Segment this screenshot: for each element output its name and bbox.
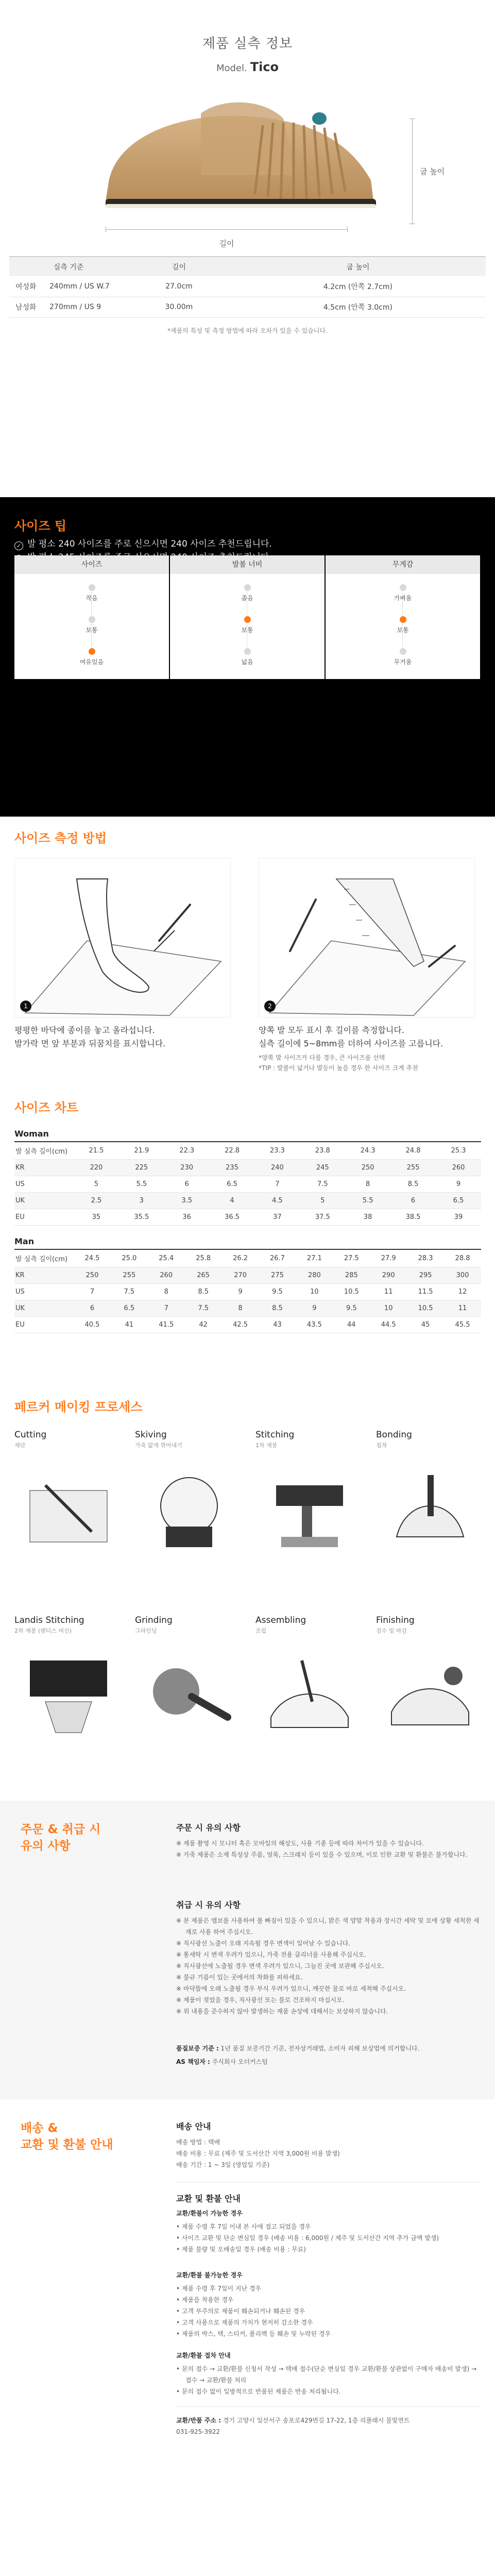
size-cell: 23.8 <box>300 1143 345 1159</box>
list-item: • 제품을 착용한 경우 <box>176 2296 234 2303</box>
size-cell: 35.5 <box>119 1209 164 1225</box>
size-cell: 43 <box>259 1316 296 1333</box>
gender-cell: 여성화 <box>9 276 45 297</box>
size-cell: 5.5 <box>119 1176 164 1192</box>
size-cell: 42.5 <box>222 1316 259 1333</box>
size-cell: 250 <box>345 1159 390 1176</box>
size-cell: 250 <box>74 1267 111 1283</box>
process-step-image <box>135 1454 243 1555</box>
tip-option <box>14 584 169 602</box>
height-dimension-line <box>412 118 413 224</box>
size-cell: 4.5 <box>255 1192 300 1209</box>
row-label: UK <box>14 1300 74 1316</box>
size-cell: 41 <box>111 1316 148 1333</box>
size-cell: 240 <box>255 1159 300 1176</box>
list-item: ※ 가죽 제품은 소재 특성상 주름, 얼룩, 스크래치 등이 있을 수 있으며, 이로 인한 교환 및 환불은 불가합니다. <box>176 1851 468 1858</box>
size-cell: 21.5 <box>74 1143 119 1159</box>
process-step <box>255 1615 369 1740</box>
size-cell: 255 <box>111 1267 148 1283</box>
table-row <box>14 1159 481 1176</box>
delivery-title: 배송 & 교환 및 환불 안내 <box>21 2122 113 2151</box>
divider <box>14 1141 481 1142</box>
refund-title: 교환 및 환불 안내 <box>176 2194 241 2204</box>
size-cell: 38.5 <box>390 1209 436 1225</box>
size-cell: 240mm / US W.7 <box>45 276 128 297</box>
table-row <box>14 1192 481 1209</box>
care-section <box>0 1801 495 2099</box>
size-cell: 8.5 <box>390 1176 436 1192</box>
size-cell: 5 <box>74 1176 119 1192</box>
tip-option <box>14 648 169 666</box>
size-tip-title: 사이즈 팁 <box>14 519 67 533</box>
process-step-name: Stitching <box>255 1430 295 1440</box>
measure-table <box>9 256 486 318</box>
process-step-korean: 가죽 얇게 깎아내기 <box>135 1442 183 1449</box>
row-label: EU <box>14 1209 74 1225</box>
list-item: ※ 위 내용을 준수하지 않아 발생하는 제품 손상에 대해서는 보상하지 않습니다. <box>176 2008 388 2015</box>
tip-column-header: 사이즈 <box>14 555 169 574</box>
handling-notice-title: 취급 시 유의 사항 <box>176 1900 241 1910</box>
size-cell: 10 <box>370 1300 407 1316</box>
size-cell: 44.5 <box>370 1316 407 1333</box>
size-cell: 290 <box>370 1267 407 1283</box>
tip-option-label: 무거움 <box>394 658 412 666</box>
gender-cell: 남성화 <box>9 297 45 317</box>
size-cell: 37 <box>255 1209 300 1225</box>
list-item: • 제품 수령 후 7일 이내 본 사에 접고 되었을 경우 <box>176 2223 311 2230</box>
size-cell: 260 <box>436 1159 481 1176</box>
process-step-image <box>255 1454 364 1555</box>
list-item: • 문의 접수 → 교환/환불 신청서 작성 → 택배 접수(단순 변심일 경우 교환/환불 상관없이 구매자 배송비 발생) → 접수 → 교환/환불 처리 <box>176 2365 477 2384</box>
list-item: ※ 제품이 젖었을 경우, 직사광선 또는 불로 건조하지 마십시오. <box>176 1996 345 2004</box>
table-row <box>14 1143 481 1159</box>
size-cell: 7.5 <box>185 1300 222 1316</box>
method-image-1 <box>14 858 231 1018</box>
process-step <box>14 1430 128 1555</box>
size-cell: 270 <box>222 1267 259 1283</box>
size-cell: 10.5 <box>407 1300 444 1316</box>
size-cell: 9.5 <box>259 1283 296 1300</box>
divider <box>14 1249 481 1250</box>
size-cell: 22.3 <box>164 1143 210 1159</box>
measure-table-header: 굽 높이 <box>230 257 486 276</box>
tip-line: ✓ 발 평소 240 사이즈를 주로 신으시면 240 사이즈 추천드립니다. <box>14 536 272 550</box>
size-cell: 37.5 <box>300 1209 345 1225</box>
model-name: Tico <box>250 60 279 74</box>
table-row <box>14 1250 481 1267</box>
measure-title: 제품 실측 정보 <box>202 36 293 52</box>
check-icon: ✓ <box>14 541 23 550</box>
list-item: • 고객 사용으로 제품의 가치가 현저히 감소한 경우 <box>176 2319 313 2326</box>
measure-note: *제품의 특성 및 측정 방법에 따라 오차가 있을 수 있습니다. <box>167 327 328 334</box>
size-cell: 41.5 <box>148 1316 185 1333</box>
size-cell: 25.4 <box>148 1250 185 1267</box>
refund-possible-list <box>176 2221 480 2255</box>
size-cell: 7.5 <box>111 1283 148 1300</box>
table-row <box>14 1316 481 1333</box>
table-row <box>14 1209 481 1225</box>
method-step2-text: 양쪽 발 모두 표시 후 길이를 측정합니다. 실측 길이에 5~8mm를 더하여 사이즈를 고릅니다. <box>259 1025 443 1048</box>
size-cell: 45 <box>407 1316 444 1333</box>
return-phone: 031-925-3922 <box>176 2428 220 2435</box>
size-cell: 28.3 <box>407 1250 444 1267</box>
tip-option <box>170 648 325 666</box>
size-cell: 24.5 <box>74 1250 111 1267</box>
table-row <box>14 1267 481 1283</box>
care-title: 주문 & 취급 시 유의 사항 <box>21 1823 101 1853</box>
tip-option <box>326 616 480 634</box>
process-step-name: Assembling <box>255 1615 306 1625</box>
refund-method-title: 교환/환불 접차 안내 <box>176 2352 231 2359</box>
size-cell: 26.7 <box>259 1250 296 1267</box>
row-label: EU <box>14 1316 74 1333</box>
size-cell: 235 <box>210 1159 255 1176</box>
list-item: ※ 바닥뜰에 오래 노출될 경우 부식 우려가 있으니, 깨끗한 물로 바로 세척해 주십시오. <box>176 1985 406 1992</box>
process-step <box>14 1615 128 1740</box>
list-item: ※ 불규 기름이 있는 곳에서의 착화를 피하세요. <box>176 1974 303 1981</box>
size-cell: 7.5 <box>300 1176 345 1192</box>
list-item: ※ 본 제품은 엠보를 사용하여 볼 빠짐이 있을 수 있으니, 밝은 색 양말 착용과 장시간 세탁 및 로에 상황 세척한 세재로 사용 하여 주십시오. <box>176 1917 480 1936</box>
height-label: 굽 높이 <box>420 167 445 176</box>
dot-icon <box>244 584 251 591</box>
model-line <box>0 60 495 74</box>
size-cell: 8.5 <box>259 1300 296 1316</box>
table-row <box>14 1300 481 1316</box>
size-cell: 9.5 <box>333 1300 370 1316</box>
size-cell: 44 <box>333 1316 370 1333</box>
process-step-image <box>135 1640 243 1740</box>
list-item: ※ 제품 촬영 시 모니터 혹은 모바일의 해상도, 사용 기종 등에 따라 차이가 있을 수 있습니다. <box>176 1840 424 1847</box>
size-cell: 36 <box>164 1209 210 1225</box>
size-cell: 26.2 <box>222 1250 259 1267</box>
measure-section <box>0 0 495 497</box>
size-tip-section <box>0 497 495 817</box>
process-step-korean: 그라인딩 <box>135 1628 157 1634</box>
process-step-name: Grinding <box>135 1615 173 1625</box>
process-step-name: Cutting <box>14 1430 47 1440</box>
method-title: 사이즈 측정 방법 <box>14 831 107 845</box>
model-label: Model. <box>216 63 247 74</box>
dot-icon <box>400 648 406 655</box>
size-cell: 295 <box>407 1267 444 1283</box>
size-cell: 8 <box>222 1300 259 1316</box>
size-cell: 11.5 <box>407 1283 444 1300</box>
size-cell: 25.0 <box>111 1250 148 1267</box>
size-cell: 7 <box>148 1300 185 1316</box>
size-cell: 230 <box>164 1159 210 1176</box>
making-process-section <box>0 1388 495 1801</box>
tip-option-label: 가벼움 <box>394 595 412 602</box>
measure-table-header: 실측 기준 <box>9 257 128 276</box>
size-cell: 21.9 <box>119 1143 164 1159</box>
size-cell: 27.5 <box>333 1250 370 1267</box>
size-cell: 12 <box>444 1283 481 1300</box>
process-step-korean: 조립 <box>255 1628 267 1634</box>
tip-option-label: 여유있음 <box>79 658 104 666</box>
method-step2-sub: *양쪽 발 사이즈가 다를 경우, 큰 사이즈를 선택 *TIP : 발볼이 넓거나 발등이 높을 경우 한 사이즈 크게 추천 <box>259 1054 418 1072</box>
size-cell: 6 <box>74 1300 111 1316</box>
tip-option <box>170 616 325 634</box>
size-cell: 225 <box>119 1159 164 1176</box>
size-cell: 6 <box>390 1192 436 1209</box>
refund-possible-title: 교환/환불이 가능한 경우 <box>176 2210 243 2217</box>
selected-dot-icon <box>400 616 406 623</box>
shoe-image <box>77 77 407 232</box>
row-label: KR <box>14 1159 74 1176</box>
return-address: 교환/반품 주소 : 경기 고양시 일산서구 송포로429번길 17-22, 1층 리플래시 물빛연트 <box>176 2417 410 2424</box>
row-label: 발 실측 길이(cm) <box>14 1143 74 1159</box>
length-cell: 27.0cm <box>128 276 230 297</box>
heel-cell: 4.2cm (안쪽 2.7cm) <box>230 276 486 297</box>
size-cell: 6.5 <box>436 1192 481 1209</box>
length-cell: 30.00m <box>128 297 230 317</box>
row-label: US <box>14 1283 74 1300</box>
size-cell: 45.5 <box>444 1316 481 1333</box>
list-item: • 제품 수령 후 7일이 지난 경우 <box>176 2285 262 2292</box>
shipping-title: 배송 안내 <box>176 2122 211 2131</box>
size-cell: 5.5 <box>345 1192 390 1209</box>
size-cell: 6.5 <box>210 1176 255 1192</box>
as-manager: AS 책임자 : 주식회사 오더커스텀 <box>176 2058 268 2065</box>
row-label: US <box>14 1176 74 1192</box>
tip-option-label: 작음 <box>86 595 98 602</box>
size-cell: 255 <box>390 1159 436 1176</box>
measure-method-section <box>0 817 495 1388</box>
size-cell: 22.8 <box>210 1143 255 1159</box>
process-step-korean: 접착 <box>376 1442 387 1449</box>
size-cell: 9 <box>436 1176 481 1192</box>
size-cell: 9 <box>222 1283 259 1300</box>
dot-icon <box>89 616 95 623</box>
tip-option-label: 보통 <box>397 626 409 634</box>
process-step-korean: 1차 재봉 <box>255 1442 278 1449</box>
method-image-2 <box>259 858 475 1018</box>
size-cell: 39 <box>436 1209 481 1225</box>
selected-dot-icon <box>89 648 95 655</box>
shipping-info: 배송 방법 : 택배 배송 비용 : 무료 (제주 및 도서산간 지역 3,000원 비용 발생) 배송 기간 : 1 ~ 3일 (영업일 기준) <box>176 2139 340 2168</box>
size-cell: 2.5 <box>74 1192 119 1209</box>
size-cell: 38 <box>345 1209 390 1225</box>
list-item: ※ 직사광선 노출이 오래 지속될 경우 변색이 일어날 수 있습니다. <box>176 1940 351 1947</box>
list-item: • 제품 불량 및 오배송일 경우 (배송 비용 : 무료) <box>176 2246 306 2253</box>
size-cell: 270mm / US 9 <box>45 297 128 317</box>
refund-impossible-title: 교환/환불 불가능한 경우 <box>176 2272 243 2279</box>
tip-option <box>170 584 325 602</box>
refund-method-list <box>176 2363 480 2397</box>
size-cell: 300 <box>444 1267 481 1283</box>
size-cell: 3.5 <box>164 1192 210 1209</box>
process-step-image <box>376 1640 484 1740</box>
size-cell: 11 <box>444 1300 481 1316</box>
tip-option <box>14 616 169 634</box>
process-step-image <box>14 1454 123 1555</box>
order-notice-title: 주문 시 유의 사항 <box>176 1823 241 1833</box>
size-cell: 275 <box>259 1267 296 1283</box>
size-cell: 6.5 <box>111 1300 148 1316</box>
process-step <box>135 1430 248 1555</box>
size-cell: 25.3 <box>436 1143 481 1159</box>
process-step <box>255 1430 369 1555</box>
size-cell: 35 <box>74 1209 119 1225</box>
size-cell: 4 <box>210 1192 255 1209</box>
size-cell: 28.8 <box>444 1250 481 1267</box>
dot-icon <box>244 648 251 655</box>
table-row <box>14 1176 481 1192</box>
size-cell: 265 <box>185 1267 222 1283</box>
list-item: • 제품의 박스, 택, 스티커, 폴리백 등 훼손 및 누락된 경우 <box>176 2330 331 2337</box>
process-step-image <box>255 1640 364 1740</box>
size-cell: 280 <box>296 1267 333 1283</box>
tip-option-label: 보통 <box>241 626 253 634</box>
tip-option-label: 넓음 <box>241 658 253 666</box>
process-step <box>376 1615 489 1740</box>
size-chart-title: 사이즈 차트 <box>14 1100 79 1115</box>
delivery-section <box>0 2099 495 2576</box>
table-row <box>9 276 486 297</box>
process-step-name: Bonding <box>376 1430 412 1440</box>
man-chart-title: Man <box>14 1236 35 1246</box>
process-step-name: Skiving <box>135 1430 167 1440</box>
tip-option <box>326 648 480 666</box>
table-row <box>14 1283 481 1300</box>
size-cell: 245 <box>300 1159 345 1176</box>
quality-standard: 품질보증 기준 : 1년 품질 보증기간 기준, 전자상거래법, 소비자 피해 보상법에 의거합니다. <box>176 2045 420 2052</box>
tip-option-label: 보통 <box>86 626 98 634</box>
size-cell: 285 <box>333 1267 370 1283</box>
size-cell: 8 <box>345 1176 390 1192</box>
tip-column-header: 발볼 너비 <box>170 555 325 574</box>
size-cell: 40.5 <box>74 1316 111 1333</box>
dot-icon <box>400 584 406 591</box>
length-dimension-line <box>106 229 348 230</box>
selected-dot-icon <box>244 616 251 623</box>
tip-column <box>14 555 169 679</box>
size-cell: 36.5 <box>210 1209 255 1225</box>
size-cell: 7 <box>255 1176 300 1192</box>
process-step <box>135 1615 248 1740</box>
handling-notice-list <box>176 1915 480 2017</box>
row-label: KR <box>14 1267 74 1283</box>
size-cell: 27.9 <box>370 1250 407 1267</box>
dot-icon <box>89 584 95 591</box>
process-step-image <box>376 1454 484 1555</box>
tip-option-label: 좁음 <box>241 595 253 602</box>
process-step-name: Finishing <box>376 1615 415 1625</box>
measure-table-header: 길이 <box>128 257 230 276</box>
tip-column <box>326 555 480 679</box>
size-cell: 24.8 <box>390 1143 436 1159</box>
size-cell: 42 <box>185 1316 222 1333</box>
process-title: 페르커 메이킹 프로세스 <box>14 1400 143 1414</box>
man-size-chart <box>14 1250 481 1333</box>
size-cell: 260 <box>148 1267 185 1283</box>
process-step-korean: 2차 재봉 (랜디스 머신) <box>14 1628 72 1634</box>
size-cell: 25.8 <box>185 1250 222 1267</box>
size-cell: 11 <box>370 1283 407 1300</box>
heel-cell: 4.5cm (안쪽 3.0cm) <box>230 297 486 317</box>
woman-size-chart <box>14 1143 481 1226</box>
tip-column-header: 무게감 <box>326 555 480 574</box>
size-cell: 3 <box>119 1192 164 1209</box>
list-item: ※ 직사광선에 노출될 경우 변색 우려가 있으니, 그늘진 곳에 보관해 주십시오. <box>176 1962 384 1970</box>
size-cell: 8 <box>148 1283 185 1300</box>
process-step <box>376 1430 489 1555</box>
process-step-korean: 검수 및 마감 <box>376 1628 407 1634</box>
process-step-korean: 재단 <box>14 1442 26 1449</box>
size-cell: 9 <box>296 1300 333 1316</box>
list-item: • 사이즈 교환 및 단순 변심일 경우 (배송 비용 : 6,000원 / 제주 및 도서산간 지역 추가 금액 발생) <box>176 2234 439 2242</box>
step-number-1: 1 <box>20 1001 31 1012</box>
process-step-name: Landis Stitching <box>14 1615 84 1625</box>
tip-option <box>326 584 480 602</box>
size-cell: 27.1 <box>296 1250 333 1267</box>
size-cell: 10.5 <box>333 1283 370 1300</box>
tip-column <box>170 555 325 679</box>
length-label: 길이 <box>219 239 234 248</box>
step-number-2: 2 <box>264 1001 276 1012</box>
order-notice-list <box>176 1838 480 1860</box>
size-cell: 7 <box>74 1283 111 1300</box>
size-cell: 24.3 <box>345 1143 390 1159</box>
size-cell: 10 <box>296 1283 333 1300</box>
list-item: • 문의 접수 없이 일방적으로 반품된 제품은 반송 처리됩니다. <box>176 2388 341 2395</box>
row-label: 발 실측 길이(cm) <box>14 1250 74 1267</box>
size-cell: 23.3 <box>255 1143 300 1159</box>
size-cell: 6 <box>164 1176 210 1192</box>
refund-impossible-list <box>176 2283 480 2340</box>
size-cell: 220 <box>74 1159 119 1176</box>
size-cell: 5 <box>300 1192 345 1209</box>
list-item: • 고객 부주의로 제품이 훼손되거나 훼손된 경우 <box>176 2308 305 2315</box>
table-row <box>9 297 486 317</box>
list-item: ※ 통세탁 시 변색 우려가 있으니, 가죽 전용 클리너를 사용해 주십시오. <box>176 1951 366 1958</box>
woman-chart-title: Woman <box>14 1129 49 1139</box>
row-label: UK <box>14 1192 74 1209</box>
method-step1-text: 평평한 바닥에 종이를 놓고 올라섭니다. 발가락 면 앞 부분과 뒤꿈치를 표시합니다. <box>14 1025 166 1048</box>
divider <box>176 2406 480 2407</box>
size-cell: 43.5 <box>296 1316 333 1333</box>
process-step-image <box>14 1640 123 1740</box>
size-cell: 8.5 <box>185 1283 222 1300</box>
